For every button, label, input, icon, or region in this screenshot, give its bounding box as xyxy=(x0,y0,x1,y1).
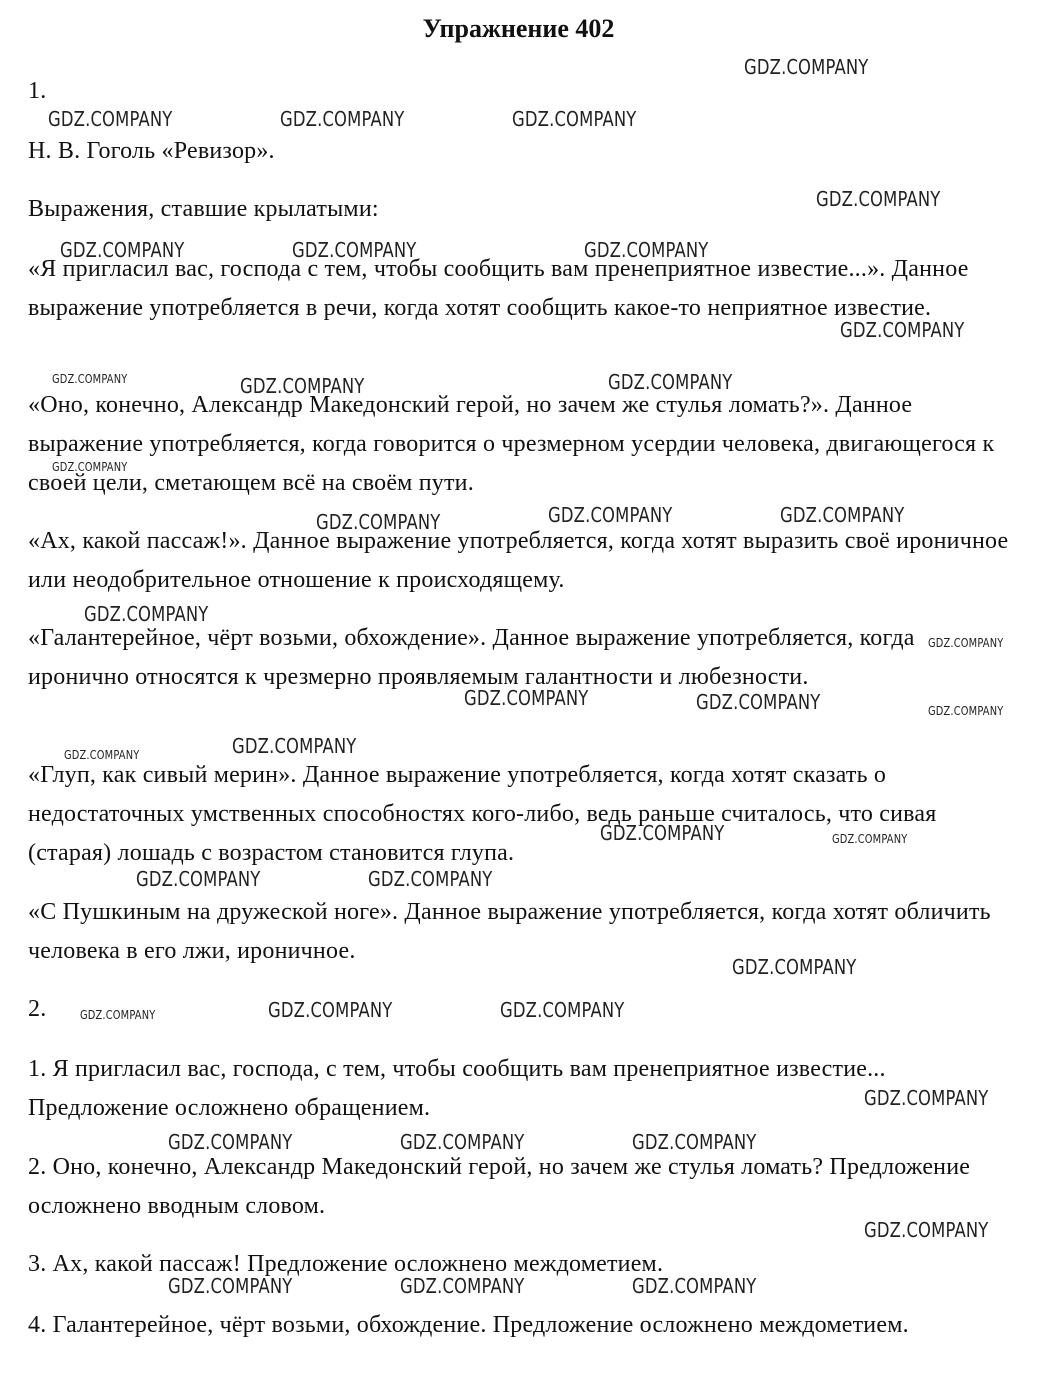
paragraph: «Глуп, как сивый мерин». Данное выражение употребляется, когда хотят сказать о недостаточных умственных способностях кого-либо, ведь раньше считалось, что сивая (старая) лошадь с возрастом становится глупа. xyxy=(28,762,937,866)
watermark: GDZ.COMPANY xyxy=(608,370,733,394)
watermark: GDZ.COMPANY xyxy=(60,238,185,262)
watermark: GDZ.COMPANY xyxy=(52,372,128,386)
list-item: 2. Оно, конечно, Александр Македонский герой, но зачем же стулья ломать? Предложение осложнено вводным словом. xyxy=(28,1154,971,1219)
watermark: GDZ.COMPANY xyxy=(600,821,725,845)
watermark: GDZ.COMPANY xyxy=(232,734,357,758)
watermark: GDZ.COMPANY xyxy=(168,1130,293,1154)
watermark: GDZ.COMPANY xyxy=(864,1218,989,1242)
watermark: GDZ.COMPANY xyxy=(780,503,905,527)
watermark: GDZ.COMPANY xyxy=(548,503,673,527)
watermark: GDZ.COMPANY xyxy=(80,1008,156,1022)
watermark: GDZ.COMPANY xyxy=(928,636,1004,650)
watermark: GDZ.COMPANY xyxy=(368,867,493,891)
watermark: GDZ.COMPANY xyxy=(840,318,965,342)
watermark: GDZ.COMPANY xyxy=(864,1086,989,1110)
watermark: GDZ.COMPANY xyxy=(832,832,908,846)
paragraph: «С Пушкиным на дружеской ноге». Данное выражение употребляется, когда хотят обличить человека в его лжи, ироничное. xyxy=(28,899,991,964)
watermark: GDZ.COMPANY xyxy=(500,998,625,1022)
list-item: 4. Галантерейное, чёрт возьми, обхождение. Предложение осложнено междометием. xyxy=(28,1312,909,1338)
exercise-title: Упражнение 402 xyxy=(422,14,615,43)
watermark: GDZ.COMPANY xyxy=(928,704,1004,718)
paragraph: «Я пригласил вас, господа с тем, чтобы сообщить вам пренеприятное известие...». Данное выражение употребляется в речи, когда хотят сообщить какое-то неприятное известие. xyxy=(28,256,969,321)
paragraph: «Оно, конечно, Александр Македонский герой, но зачем же стулья ломать?». Данное выражение употребляется, когда говорится о чрезмерном усердии человека, двигающегося к своей цели, сметающем всё на своём пути. xyxy=(28,392,995,496)
watermark: GDZ.COMPANY xyxy=(268,998,393,1022)
watermark: GDZ.COMPANY xyxy=(136,867,261,891)
watermark: GDZ.COMPANY xyxy=(316,510,441,534)
paragraph: «Галантерейное, чёрт возьми, обхождение». Данное выражение употребляется, когда иронично относятся к чрезмерно проявляемым галантности и любезности. xyxy=(28,625,915,690)
intro-line: Выражения, ставшие крылатыми: xyxy=(28,196,379,222)
part-number: 2. xyxy=(28,996,47,1022)
watermark: GDZ.COMPANY xyxy=(632,1274,757,1298)
watermark: GDZ.COMPANY xyxy=(240,374,365,398)
watermark: GDZ.COMPANY xyxy=(64,748,140,762)
list-item: 3. Ах, какой пассаж! Предложение осложнено междометием. xyxy=(28,1251,664,1277)
watermark: GDZ.COMPANY xyxy=(632,1130,757,1154)
watermark: GDZ.COMPANY xyxy=(584,238,709,262)
watermark: GDZ.COMPANY xyxy=(696,690,821,714)
watermark: GDZ.COMPANY xyxy=(512,107,637,131)
list-item: 1. Я пригласил вас, господа, с тем, чтобы сообщить вам пренеприятное известие... Предложение осложнено обращением. xyxy=(28,1056,886,1121)
source-line: Н. В. Гоголь «Ревизор». xyxy=(28,138,275,164)
watermark: GDZ.COMPANY xyxy=(292,238,417,262)
watermark: GDZ.COMPANY xyxy=(280,107,405,131)
watermark: GDZ.COMPANY xyxy=(400,1130,525,1154)
watermark: GDZ.COMPANY xyxy=(84,602,209,626)
watermark: GDZ.COMPANY xyxy=(464,686,589,710)
paragraph: «Ах, какой пассаж!». Данное выражение употребляется, когда хотят выразить своё ироничное или неодобрительное отношение к происходящему. xyxy=(28,528,1009,593)
watermark: GDZ.COMPANY xyxy=(168,1274,293,1298)
part-number: 1. xyxy=(28,78,47,104)
watermark: GDZ.COMPANY xyxy=(732,955,857,979)
watermark: GDZ.COMPANY xyxy=(52,460,128,474)
watermark: GDZ.COMPANY xyxy=(48,107,173,131)
watermark: GDZ.COMPANY xyxy=(816,187,941,211)
watermark: GDZ.COMPANY xyxy=(744,55,869,79)
watermark: GDZ.COMPANY xyxy=(400,1274,525,1298)
